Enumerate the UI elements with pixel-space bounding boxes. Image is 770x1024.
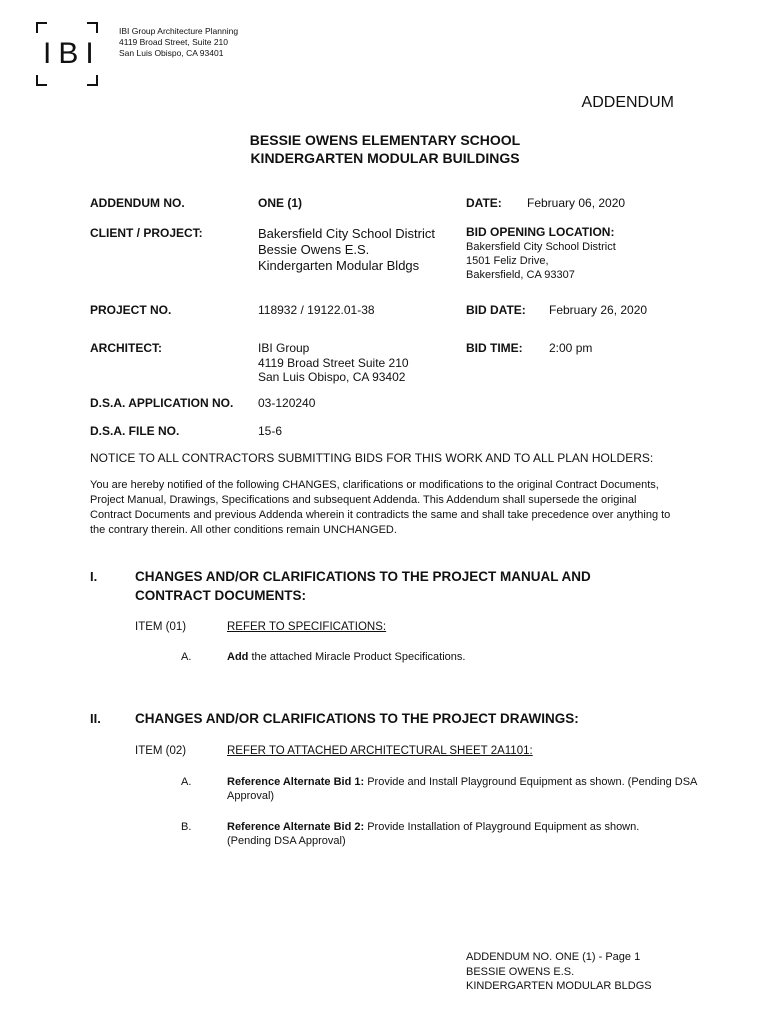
footer-line-2: BESSIE OWENS E.S. (466, 965, 575, 978)
dsa-file-label: D.S.A. FILE NO. (90, 424, 180, 438)
item-02-a-label: A. (181, 776, 192, 788)
item-02-b-body: Provide Installation of Playground Equipment as shown. (Pending DSA Approval) (227, 821, 640, 847)
project-no-label: PROJECT NO. (90, 303, 172, 317)
firm-line-1: IBI Group Architecture Planning (119, 26, 239, 36)
item-02-a-bold: Reference Alternate Bid 1: (227, 776, 365, 788)
section-1-title-line-1: CHANGES AND/OR CLARIFICATIONS TO THE PROJECT MANUAL AND (135, 569, 591, 584)
bid-location-line-2: 1501 Feliz Drive, (466, 255, 549, 267)
item-02-a-text (227, 775, 697, 803)
title-line-1: BESSIE OWENS ELEMENTARY SCHOOL (249, 132, 521, 148)
date-value: February 06, 2020 (527, 196, 626, 210)
client-line-2: Bessie Owens E.S. (258, 242, 370, 257)
date-label: DATE: (466, 196, 502, 210)
page-footer (466, 950, 652, 994)
dsa-file-value: 15-6 (258, 424, 283, 438)
item-01-a-bold: Add (227, 651, 249, 663)
ibi-logo (36, 22, 101, 86)
bid-date-label: BID DATE: (466, 303, 526, 317)
bid-opening-location-label: BID OPENING LOCATION: (466, 225, 615, 239)
document-title (0, 131, 770, 167)
item-01-title: REFER TO SPECIFICATIONS: (227, 621, 387, 633)
client-line-1: Bakersfield City School District (258, 226, 435, 241)
bid-date-value: February 26, 2020 (549, 303, 648, 317)
firm-line-3: San Luis Obispo, CA 93401 (119, 48, 224, 58)
logo-text: IBI (43, 37, 101, 70)
item-01-a-label: A. (181, 651, 192, 663)
item-01-a-body: the attached Miracle Product Specifications. (248, 651, 466, 663)
section-1-title-line-2: CONTRACT DOCUMENTS: (135, 588, 306, 603)
logo-corner-top-right (87, 22, 98, 33)
item-02-b-bold: Reference Alternate Bid 2: (227, 821, 365, 833)
architect-line-2: 4119 Broad Street Suite 210 (258, 355, 409, 370)
notice-paragraph: You are hereby notified of the following CHANGES, clarifications or modifications to the original Contract Documents, Project Manual, Drawings, Specifications and subsequent Addenda. This Addendum shall supersede the original Contract Documents and previous Addenda wherein it contradicts the same and shall take precedence over anything to the contrary therein. All other conditions remain UNCHANGED. (90, 479, 671, 536)
client-line-3: Kindergarten Modular Bldgs (258, 258, 420, 273)
logo-corner-top-left (36, 22, 47, 33)
item-02-b-label: B. (181, 821, 192, 833)
client-project-value (258, 226, 435, 274)
logo-corner-bottom-right (87, 75, 98, 86)
firm-address (119, 26, 238, 59)
bid-time-value: 2:00 pm (549, 341, 593, 355)
notice-heading: NOTICE TO ALL CONTRACTORS SUBMITTING BIDS FOR THIS WORK AND TO ALL PLAN HOLDERS: (90, 451, 654, 465)
title-line-2: KINDERGARTEN MODULAR BUILDINGS (250, 150, 520, 166)
project-no-value: 118932 / 19122.01-38 (258, 303, 375, 317)
section-2-title: CHANGES AND/OR CLARIFICATIONS TO THE PROJECT DRAWINGS: (135, 711, 579, 726)
item-02-a-body: Provide and Install Playground Equipment as shown. (Pending DSA Approval) (227, 776, 697, 802)
footer-line-1: ADDENDUM NO. ONE (1) - Page 1 (466, 951, 641, 963)
dsa-application-value: 03-120240 (258, 396, 316, 410)
firm-line-2: 4119 Broad Street, Suite 210 (119, 37, 229, 47)
section-1-title (135, 567, 591, 605)
bid-time-label: BID TIME: (466, 341, 523, 355)
section-1-number: I. (90, 569, 98, 584)
architect-line-3: San Luis Obispo, CA 93402 (258, 370, 406, 384)
bid-location-line-1: Bakersfield City School District (466, 241, 616, 253)
section-2-number: II. (90, 711, 101, 726)
addendum-no-value: ONE (1) (258, 196, 303, 210)
item-01-a-text (227, 650, 465, 664)
item-01-label: ITEM (01) (135, 621, 187, 633)
client-project-label: CLIENT / PROJECT: (90, 226, 203, 240)
addendum-no-label: ADDENDUM NO. (90, 196, 185, 210)
logo-corner-bottom-left (36, 75, 47, 86)
item-02-title: REFER TO ATTACHED ARCHITECTURAL SHEET 2A1101: (227, 745, 533, 757)
architect-line-1: IBI Group (258, 341, 310, 355)
item-02-b-text (227, 820, 667, 848)
bid-location-line-3: Bakersfield, CA 93307 (466, 269, 575, 281)
footer-line-3: KINDERGARTEN MODULAR BLDGS (466, 980, 652, 992)
addendum-heading: ADDENDUM (581, 94, 674, 111)
bid-opening-location-value (466, 240, 616, 282)
dsa-application-label: D.S.A. APPLICATION NO. (90, 396, 234, 410)
architect-label: ARCHITECT: (90, 341, 162, 355)
architect-value (258, 341, 409, 385)
item-02-label: ITEM (02) (135, 745, 187, 757)
